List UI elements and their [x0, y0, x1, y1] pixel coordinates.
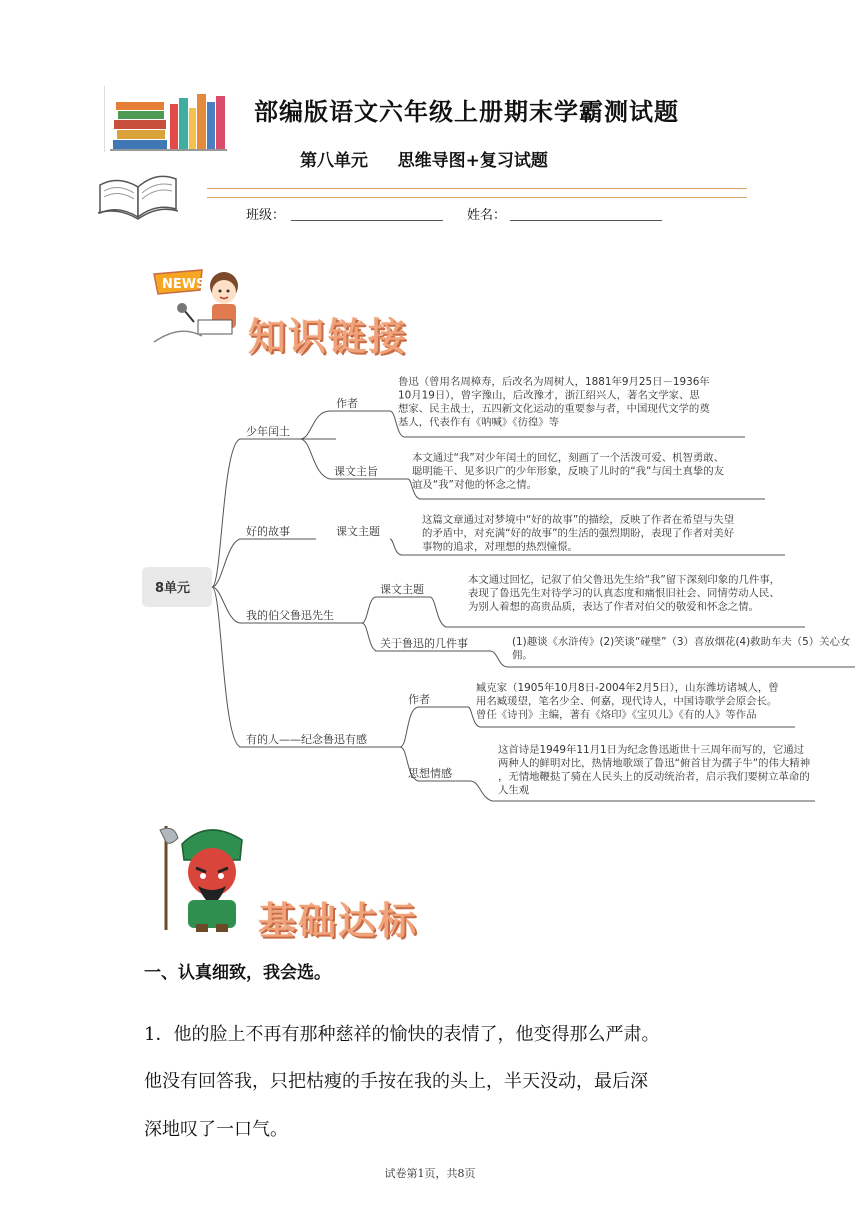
mindmap-node-description: 为别人着想的高贵品质，表达了作者对伯父的敬爱和怀念之情。 [468, 601, 759, 613]
mindmap-node-label: 关于鲁迅的几件事 [380, 637, 468, 650]
open-book-illustration [94, 165, 182, 221]
mindmap-root: 8单元 [155, 581, 191, 596]
mindmap-node-description: ，无情地鞭挞了骑在人民头上的反动统治者，启示我们要树立革命的 [498, 771, 810, 783]
mindmap-node-description: 本文通过“我”对少年闰土的回忆，刻画了一个活泼可爱、机智勇敢、 [412, 452, 725, 464]
mindmap-node-description: 这篇文章通过对梦境中“好的故事”的描绘，反映了作者在希望与失望 [422, 514, 735, 526]
basics-banner: 基础达标 [258, 899, 419, 943]
mindmap-node-description: 两种人的鲜明对比，热情地歌颂了鲁迅“俯首甘为孺子牛”的伟大精神 [498, 757, 811, 770]
mindmap-node-label: 作者 [336, 397, 358, 410]
document-title: 部编版语文六年级上册期末学霸测试题 [254, 97, 679, 126]
question-1-text: 1．他的脸上不再有那种慈祥的愉快的表情了，他变得那么严肃。 [144, 1024, 660, 1045]
mindmap-node-description: 佣。 [512, 649, 533, 662]
mindmap-branch-label: 有的人——纪念鲁迅有感 [246, 733, 367, 746]
page-footer: 试卷第1页，共8页 [384, 1167, 476, 1180]
section-heading: 一、认真细致，我会选。 [144, 963, 331, 983]
mindmap-node-label: 作者 [408, 693, 430, 706]
mindmap-node-description: 聪明能干、见多识广的少年形象，反映了儿时的“我”与闰土真挚的友 [412, 465, 725, 478]
mindmap-node-description: 想家、民主战士，五四新文化运动的重要参与者，中国现代文学的奠 [398, 403, 710, 415]
mindmap-node-description: 人生观 [498, 784, 530, 797]
document-subtitle: 第八单元 思维导图+复习试题 [300, 151, 548, 171]
mindmap-node-description: 本文通过回忆，记叙了伯父鲁迅先生给“我”留下深刻印象的几件事， [468, 574, 781, 586]
mindmap-node-description: 表现了鲁迅先生对待学习的认真态度和痛恨旧社会、同情劳动人民、 [468, 587, 780, 600]
mindmap-node-description: 曾任《诗刊》主编，著有《烙印》《宝贝儿》《有的人》等作品 [476, 709, 757, 721]
mind-map [140, 365, 860, 815]
mindmap-node-description: 10月19日），曾字豫山，后改豫才，浙江绍兴人，著名文学家、思 [398, 389, 700, 402]
name-blank[interactable] [510, 220, 662, 221]
question-1-text: 深地叹了一口气。 [144, 1119, 288, 1140]
mindmap-node-label: 课文主题 [380, 583, 424, 596]
class-blank[interactable] [291, 220, 443, 221]
mindmap-node-label: 课文主旨 [334, 465, 378, 478]
mindmap-node-description: (1)趣谈《水浒传》(2)笑谈“碰壁”（3）喜放烟花(4)救助车夫（5）关心女 [512, 636, 851, 648]
mindmap-node-description: 鲁迅（曾用名周樟寿，后改名为周树人，1881年9月25日－1936年 [398, 376, 710, 388]
mindmap-node-description: 用名臧瑗望，笔名少全、何嘉，现代诗人，中国诗歌学会原会长。 [476, 695, 778, 708]
guan-yu-illustration [156, 820, 256, 935]
question-1-text: 他没有回答我，只把枯瘦的手按在我的头上，半天没动，最后深 [144, 1071, 648, 1092]
mindmap-branch-label: 我的伯父鲁迅先生 [246, 609, 334, 622]
mindmap-branch-label: 少年闰土 [246, 425, 290, 438]
mindmap-node-description: 这首诗是1949年11月1日为纪念鲁迅逝世十三周年而写的，它通过 [498, 744, 805, 756]
mindmap-node-description: 臧克家（1905年10月8日-2004年2月5日），山东潍坊诸城人，曾 [476, 682, 779, 694]
header-rule [207, 188, 747, 189]
mindmap-branch-label: 好的故事 [246, 525, 290, 538]
mindmap-node-description: 谊及“我”对他的怀念之情。 [412, 479, 538, 491]
mindmap-node-description: 的矛盾中，对充满“好的故事”的生活的强烈期盼，表现了作者对美好 [422, 527, 735, 540]
header-rule [207, 197, 747, 198]
class-label: 班级： [246, 208, 286, 223]
news-girl-illustration [150, 264, 250, 346]
books-illustration [104, 86, 229, 152]
knowledge-link-banner: 知识链接 [248, 315, 409, 359]
mindmap-node-description: 基人，代表作有《呐喊》《彷徨》等 [398, 416, 560, 429]
name-label: 姓名： [467, 208, 507, 223]
mindmap-node-label: 思想情感 [408, 767, 452, 780]
mindmap-node-description: 事物的追求，对理想的热烈憧憬。 [422, 541, 578, 553]
news-badge-text: NEWS [162, 277, 206, 292]
mindmap-node-label: 课文主题 [336, 525, 380, 538]
